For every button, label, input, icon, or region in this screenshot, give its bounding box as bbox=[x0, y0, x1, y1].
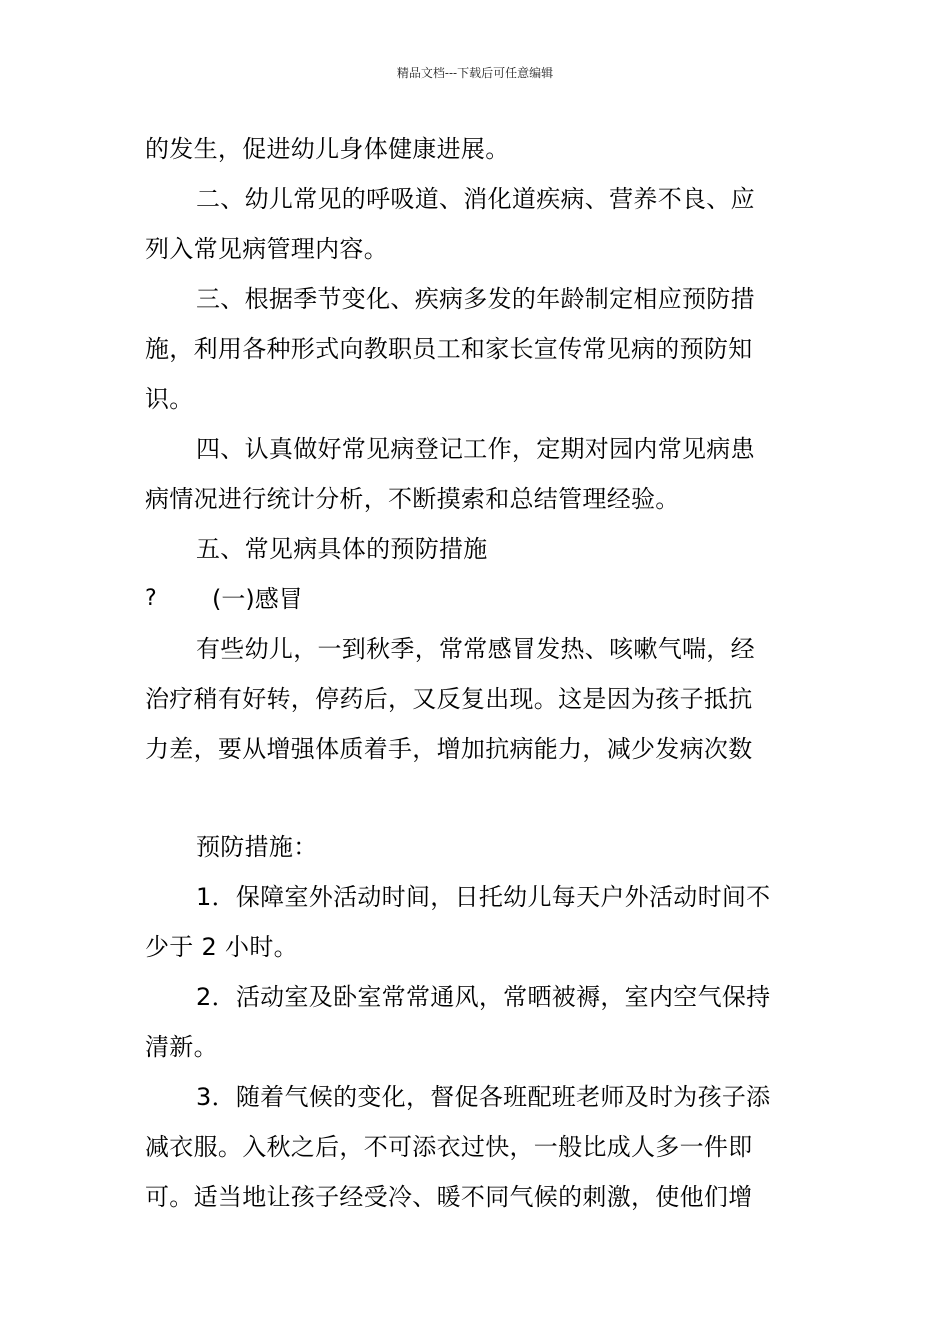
question-mark: ? bbox=[145, 586, 157, 611]
text-line: 施，利用各种形式向教职员工和家长宣传常见病的预防知 bbox=[145, 335, 753, 363]
text-line: 清新。 bbox=[145, 1033, 218, 1061]
text-line: 治疗稍有好转，停药后，又反复出现。这是因为孩子抵抗 bbox=[145, 685, 753, 713]
text-line: 减衣服。入秋之后，不可添衣过快，一般比成人多一件即 bbox=[145, 1133, 753, 1161]
text-line: 力差，要从增强体质着手，增加抗病能力，减少发病次数 bbox=[145, 735, 753, 763]
text-line: 四、认真做好常见病登记工作，定期对园内常见病患 bbox=[196, 435, 755, 463]
prevention-heading: 预防措施： bbox=[196, 833, 318, 861]
text-line: 列入常见病管理内容。 bbox=[145, 235, 388, 263]
section-heading: 五、常见病具体的预防措施 bbox=[196, 535, 488, 563]
text-line: 二、幼儿常见的呼吸道、消化道疾病、营养不良、应 bbox=[196, 185, 755, 213]
list-item: 2．活动室及卧室常常通风，常晒被褥，室内空气保持 bbox=[196, 983, 771, 1011]
page-header: 精品文档---下载后可任意编辑 bbox=[396, 66, 554, 80]
text-line: 可。适当地让孩子经受冷、暖不同气候的刺激，使他们增 bbox=[145, 1183, 753, 1211]
text-line: 病情况进行统计分析，不断摸索和总结管理经验。 bbox=[145, 485, 680, 513]
text-line: 少于 2 小时。 bbox=[145, 933, 298, 961]
text-line: 识。 bbox=[145, 385, 194, 413]
text-line: 的发生，促进幼儿身体健康进展。 bbox=[145, 135, 510, 163]
text-line: 三、根据季节变化、疾病多发的年龄制定相应预防措 bbox=[196, 285, 755, 313]
text-line: 有些幼儿，一到秋季，常常感冒发热、咳嗽气喘，经 bbox=[196, 635, 755, 663]
list-item: 3．随着气候的变化，督促各班配班老师及时为孩子添 bbox=[196, 1083, 771, 1111]
list-item: 1．保障室外活动时间，日托幼儿每天户外活动时间不 bbox=[196, 883, 771, 911]
subsection-heading: (一)感冒 bbox=[212, 585, 303, 613]
